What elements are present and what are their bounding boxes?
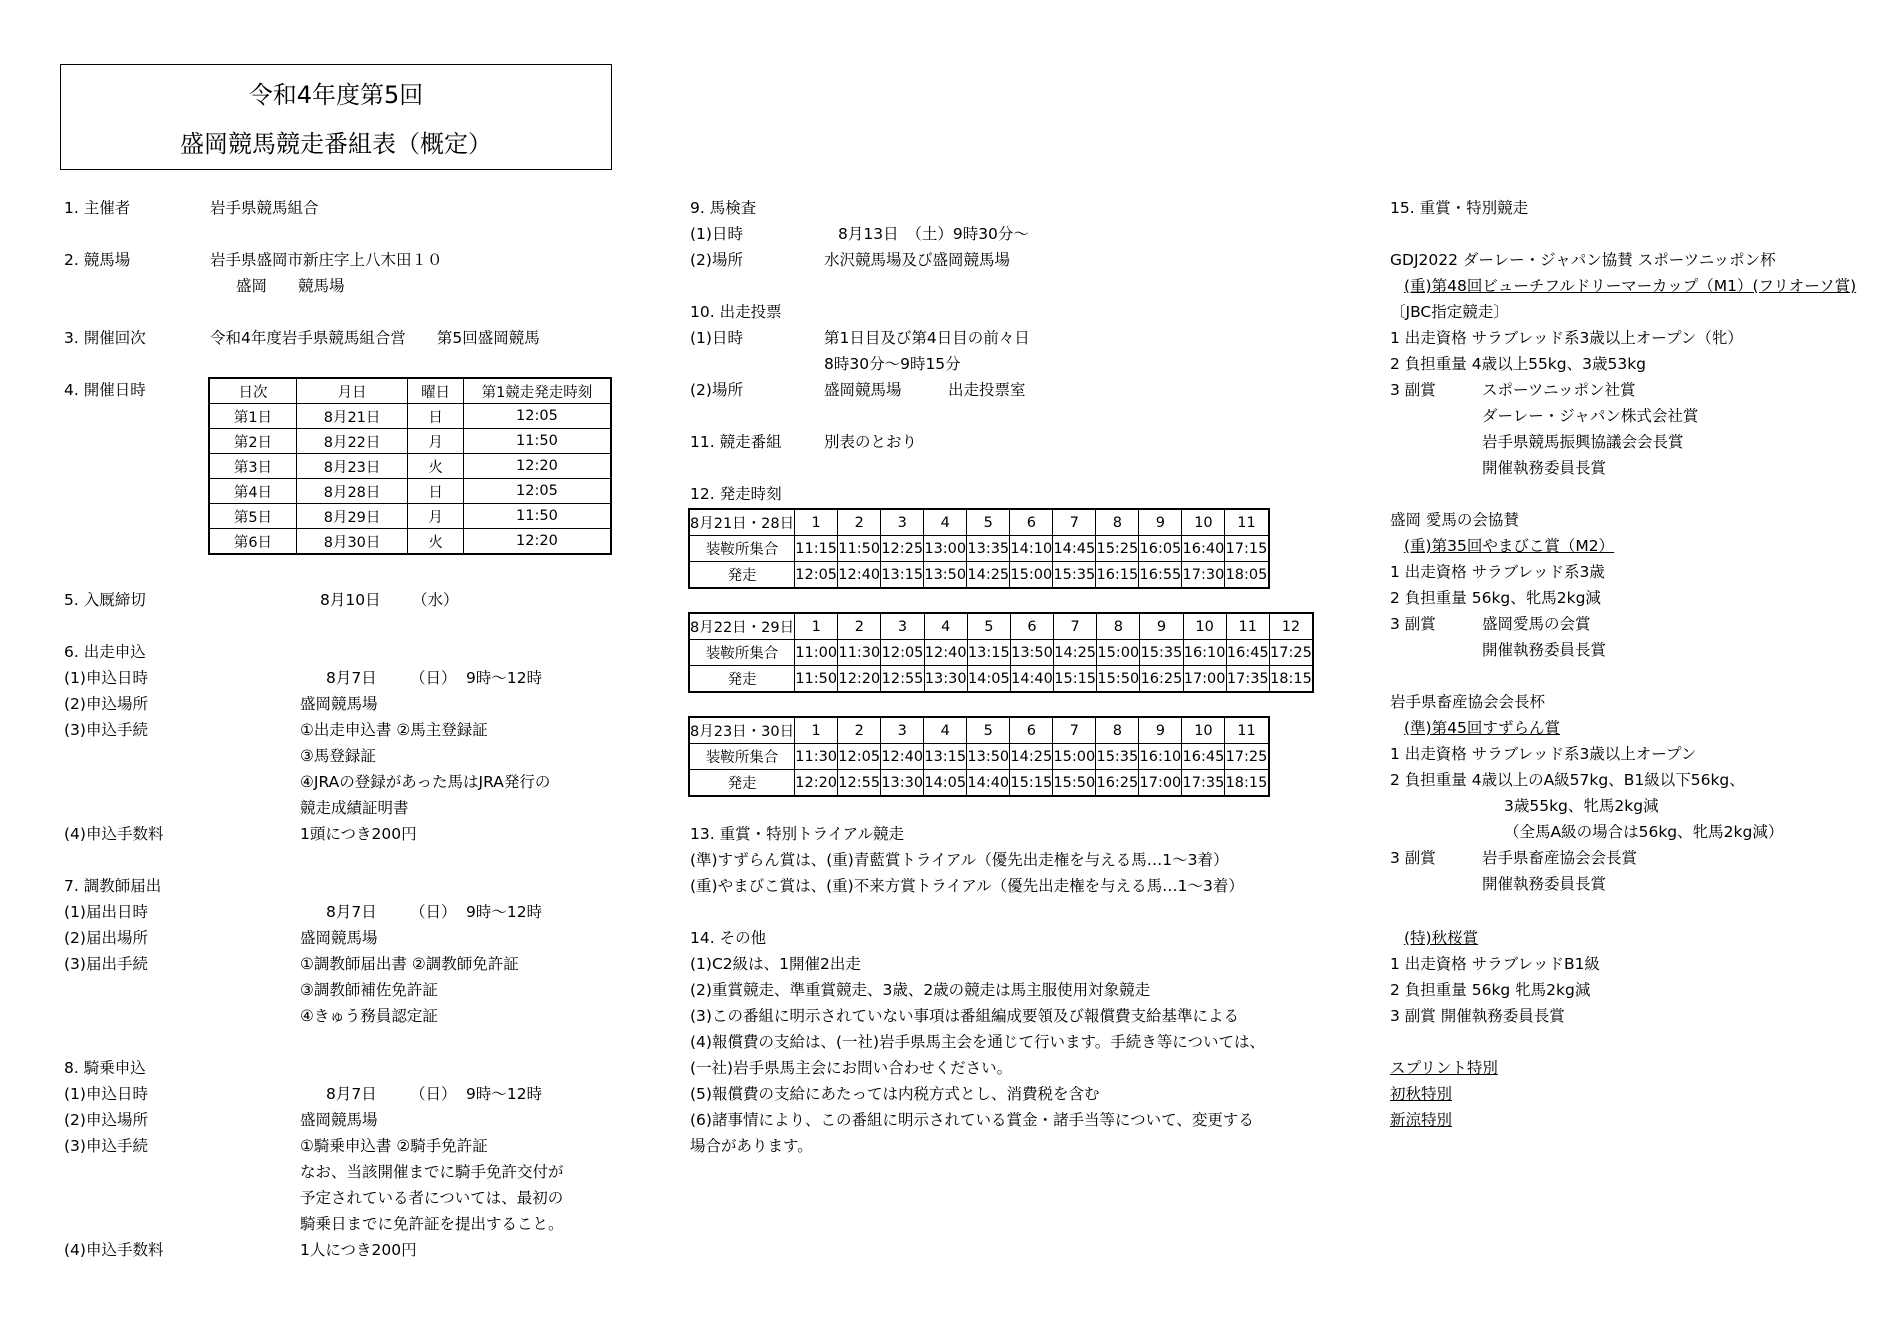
meet-table-cell: 第4日 (209, 479, 296, 504)
time-cell: 8 (1096, 509, 1139, 536)
s9-l2-value: 水沢競馬場及び盛岡競馬場 (824, 251, 1011, 269)
race1-sponsor: GDJ2022 ダーレー・ジャパン協賛 スポーツニッポン杯 (1390, 251, 1776, 269)
race3-weight-2: 3歳55kg、牝馬2kg減 (1504, 797, 1659, 815)
time-cell: 16:10 (1183, 640, 1226, 666)
s7-l1: (1)届出日時 (64, 903, 148, 921)
race3-name: (準)第45回すずらん賞 (1404, 719, 1560, 737)
time-cell: 12:40 (924, 640, 967, 666)
post-time-row (689, 613, 1313, 640)
s9-heading: 9. 馬検査 (690, 199, 757, 217)
special-race: 新涼特別 (1390, 1111, 1453, 1129)
time-cell: 15:00 (1010, 562, 1053, 589)
s13-l1: (準)すずらん賞は、(重)青藍賞トライアル（優先出走権を与える馬…1～3着） (690, 851, 1229, 869)
time-cell: 4 (924, 613, 967, 640)
s6-l1-day: （日） (410, 669, 457, 687)
s1-heading: 1. 主催者 (64, 199, 131, 217)
s10-l2: (2)場所 (690, 381, 743, 399)
race1-name: (重)第48回ビューチフルドリーマーカップ（M1）(フリオーソ賞) (1404, 277, 1857, 295)
race1-prize: スポーツニッポン社賞 (1482, 381, 1636, 399)
header-cell: 月日 (296, 378, 407, 404)
s14-heading: 14. その他 (690, 929, 767, 947)
s6-l4-value: 1頭につき200円 (300, 825, 417, 843)
special-race: 初秋特別 (1390, 1085, 1453, 1103)
time-cell: 12 (1269, 613, 1313, 640)
race4-weight: 2 負担重量 56kg 牝馬2kg減 (1390, 981, 1591, 999)
s5-date: 8月10日 (320, 591, 381, 609)
s8-l1-day: （日） (410, 1085, 457, 1103)
s8-l3-b: なお、当該開催までに騎手免許交付が (300, 1163, 564, 1181)
time-cell: 13:15 (967, 640, 1010, 666)
meet-table-cell: 8月23日 (296, 454, 407, 479)
s6-l3-c: ④JRAの登録があった馬はJRA発行の (300, 773, 551, 791)
post-time-row (689, 562, 1269, 589)
s7-l3-c: ④きゅう務員認定証 (300, 1007, 438, 1025)
time-cell: 13:30 (881, 770, 924, 797)
s14-line: (3)この番組に明示されていない事項は番組編成要領及び報償費支給基準による (690, 1007, 1239, 1025)
s6-l3-b: ③馬登録証 (300, 747, 376, 765)
time-cell: 3 (881, 717, 924, 744)
s7-l2-value: 盛岡競馬場 (300, 929, 378, 947)
time-cell: 8 (1096, 717, 1139, 744)
row-label: 装鞍所集合 (689, 640, 795, 666)
race2-weight: 2 負担重量 56kg、牝馬2kg減 (1390, 589, 1601, 607)
time-cell: 16:15 (1096, 562, 1139, 589)
meet-table-cell: 12:20 (463, 454, 611, 479)
time-cell: 6 (1010, 717, 1053, 744)
time-cell: 15:15 (1010, 770, 1053, 797)
s2-heading: 2. 競馬場 (64, 251, 131, 269)
race2-name: (重)第35回やまびこ賞（M2） (1404, 537, 1615, 555)
race1-qualification: 1 出走資格 サラブレッド系3歳以上オープン（牝） (1390, 329, 1743, 347)
s14-line: (4)報償費の支給は、(一社)岩手県馬主会を通じて行います。手続き等については、 (690, 1033, 1266, 1051)
time-cell: 16:45 (1226, 640, 1269, 666)
time-cell: 10 (1183, 613, 1226, 640)
time-cell: 17:25 (1225, 744, 1269, 770)
time-cell: 12:05 (881, 640, 924, 666)
time-cell: 9 (1139, 717, 1182, 744)
time-cell: 11 (1225, 509, 1269, 536)
meet-table-header (209, 378, 611, 404)
time-cell: 12:40 (881, 744, 924, 770)
time-cell: 14:40 (967, 770, 1010, 797)
time-cell: 18:15 (1225, 770, 1269, 797)
s6-l2-value: 盛岡競馬場 (300, 695, 378, 713)
header-cell: 第1競走発走時刻 (463, 378, 611, 404)
s14-line: (5)報償費の支給にあたっては内税方式とし、消費税を含む (690, 1085, 1100, 1103)
s7-l1-time: 9時～12時 (466, 903, 543, 921)
race1-prize-label: 3 副賞 (1390, 381, 1436, 399)
s8-l1-date: 8月7日 (326, 1085, 377, 1103)
time-cell: 15:35 (1140, 640, 1183, 666)
time-cell: 14:40 (1010, 666, 1053, 693)
s6-l4: (4)申込手数料 (64, 825, 164, 843)
race3-weight: 2 負担重量 4歳以上のA級57kg、B1級以下56kg、 (1390, 771, 1745, 789)
time-cell: 11 (1225, 717, 1269, 744)
meet-table-cell: 日 (408, 404, 464, 429)
s15-heading: 15. 重賞・特別競走 (1390, 199, 1529, 217)
row-label: 発走 (689, 666, 795, 693)
time-cell: 2 (838, 717, 881, 744)
time-cell: 7 (1053, 509, 1096, 536)
time-cell: 15:15 (1054, 666, 1097, 693)
s8-l3-d: 騎乗日までに免許証を提出すること。 (300, 1215, 564, 1233)
meet-table-row (209, 504, 611, 529)
race1-prize: 開催執務委員長賞 (1482, 459, 1607, 477)
meet-table-cell: 12:20 (463, 529, 611, 555)
time-cell: 10 (1182, 717, 1225, 744)
time-cell: 17:25 (1269, 640, 1313, 666)
row-label: 装鞍所集合 (689, 536, 795, 562)
time-cell: 12:05 (795, 562, 838, 589)
meet-table-cell: 第6日 (209, 529, 296, 555)
header-cell: 曜日 (408, 378, 464, 404)
meet-table-row (209, 404, 611, 429)
time-cell: 13:50 (1010, 640, 1053, 666)
time-cell: 11:50 (795, 666, 838, 693)
s7-l3-a: ①調教師届出書 ②調教師免許証 (300, 955, 519, 973)
time-cell: 15:00 (1097, 640, 1140, 666)
s6-l1-time: 9時～12時 (466, 669, 543, 687)
s8-heading: 8. 騎乗申込 (64, 1059, 146, 1077)
time-cell: 1 (795, 509, 838, 536)
s12-heading: 12. 発走時刻 (690, 485, 782, 503)
s8-l2: (2)申込場所 (64, 1111, 148, 1129)
time-cell: 16:10 (1139, 744, 1182, 770)
time-cell: 2 (838, 509, 881, 536)
row-label: 装鞍所集合 (689, 744, 795, 770)
meet-table-cell: 8月21日 (296, 404, 407, 429)
post-time-table (688, 612, 1314, 693)
meet-table-cell: 第3日 (209, 454, 296, 479)
meet-table-cell: 火 (408, 454, 464, 479)
meet-table-cell: 第5日 (209, 504, 296, 529)
s8-l4-value: 1人につき200円 (300, 1241, 417, 1259)
time-cell: 13:15 (924, 744, 967, 770)
post-time-row (689, 744, 1269, 770)
time-cell: 17:00 (1139, 770, 1182, 797)
time-cell: 16:25 (1140, 666, 1183, 693)
meet-schedule-table (208, 377, 612, 555)
race2-prize: 盛岡愛馬の会賞 (1482, 615, 1591, 633)
time-cell: 17:00 (1183, 666, 1226, 693)
post-time-row (689, 536, 1269, 562)
time-cell: 13:50 (967, 744, 1010, 770)
time-cell: 9 (1140, 613, 1183, 640)
s14-line: 場合があります。 (690, 1137, 813, 1155)
s8-l1: (1)申込日時 (64, 1085, 148, 1103)
time-cell: 12:20 (795, 770, 838, 797)
s10-l1-value-2: 8時30分～9時15分 (824, 355, 961, 373)
row-label: 発走 (689, 562, 795, 589)
title-line-1: 令和4年度第5回 (248, 81, 424, 109)
race3-sponsor: 岩手県畜産協会会長杯 (1390, 693, 1546, 711)
s10-l1-value: 第1日目及び第4日目の前々日 (824, 329, 1030, 347)
time-cell: 14:25 (1010, 744, 1053, 770)
s10-heading: 10. 出走投票 (690, 303, 782, 321)
s8-l2-value: 盛岡競馬場 (300, 1111, 378, 1129)
race3-prize: 岩手県畜産協会会長賞 (1482, 849, 1638, 867)
race2-sponsor: 盛岡 愛馬の会協賛 (1390, 511, 1519, 529)
race2-prize-label: 3 副賞 (1390, 615, 1436, 633)
race3-prize-label: 3 副賞 (1390, 849, 1436, 867)
race4-qualification: 1 出走資格 サラブレッドB1級 (1390, 955, 1600, 973)
time-cell: 5 (967, 613, 1010, 640)
s6-l3: (3)申込手続 (64, 721, 148, 739)
title-box (60, 64, 612, 170)
s8-l1-time: 9時～12時 (466, 1085, 543, 1103)
time-cell: 12:25 (881, 536, 924, 562)
time-cell: 15:35 (1096, 744, 1139, 770)
time-cell: 15:25 (1096, 536, 1139, 562)
race3-prize: 開催執務委員長賞 (1482, 875, 1607, 893)
race2-prize: 開催執務委員長賞 (1482, 641, 1607, 659)
time-cell: 4 (924, 717, 967, 744)
s9-l1: (1)日時 (690, 225, 743, 243)
time-cell: 6 (1010, 613, 1053, 640)
race4-prize: 3 副賞 開催執務委員長賞 (1390, 1007, 1565, 1025)
time-cell: 12:55 (881, 666, 924, 693)
meet-table-row (209, 479, 611, 504)
time-cell: 18:05 (1225, 562, 1269, 589)
s6-l3-d: 競走成績証明書 (300, 799, 409, 817)
time-cell: 14:10 (1010, 536, 1053, 562)
s14-line: (6)諸事情により、この番組に明示されている賞金・諸手当等について、変更する (690, 1111, 1254, 1129)
s2-address: 岩手県盛岡市新庄字上八木田１０ (210, 251, 443, 269)
race3-qualification: 1 出走資格 サラブレッド系3歳以上オープン (1390, 745, 1697, 763)
meet-table-cell: 第1日 (209, 404, 296, 429)
post-time-row (689, 640, 1313, 666)
meet-table-cell: 月 (408, 429, 464, 454)
s8-l3: (3)申込手続 (64, 1137, 148, 1155)
time-cell: 15:50 (1053, 770, 1096, 797)
meet-table-cell: 11:50 (463, 504, 611, 529)
post-time-row (689, 509, 1269, 536)
time-cell: 13:00 (924, 536, 967, 562)
race2-qualification: 1 出走資格 サラブレッド系3歳 (1390, 563, 1605, 581)
time-cell: 11:00 (795, 640, 838, 666)
race4-name: (特)秋桜賞 (1404, 929, 1479, 947)
time-cell: 17:35 (1182, 770, 1225, 797)
time-cell: 13:30 (924, 666, 967, 693)
s14-line: (2)重賞競走、準重賞競走、3歳、2歳の競走は馬主服使用対象競走 (690, 981, 1151, 999)
s6-l3-a: ①出走申込書 ②馬主登録証 (300, 721, 488, 739)
s14-line: (一社)岩手県馬主会にお問い合わせください。 (690, 1059, 1013, 1077)
time-cell: 11:15 (795, 536, 838, 562)
meet-table-cell: 12:05 (463, 479, 611, 504)
row-label: 8月23日・30日 (689, 717, 795, 744)
time-cell: 3 (881, 613, 924, 640)
s5-day: （水） (412, 591, 459, 609)
time-cell: 12:05 (838, 744, 881, 770)
time-cell: 16:25 (1096, 770, 1139, 797)
time-cell: 12:20 (838, 666, 881, 693)
time-cell: 2 (838, 613, 881, 640)
time-cell: 11:50 (838, 536, 881, 562)
s11-heading: 11. 競走番組 (690, 433, 782, 451)
meet-table-row (209, 529, 611, 555)
header-cell: 日次 (209, 378, 296, 404)
post-time-row (689, 717, 1269, 744)
time-cell: 5 (967, 717, 1010, 744)
time-cell: 11 (1226, 613, 1269, 640)
post-time-table (688, 508, 1270, 589)
time-cell: 5 (967, 509, 1010, 536)
time-cell: 6 (1010, 509, 1053, 536)
meet-table-cell: 日 (408, 479, 464, 504)
meet-table-row (209, 454, 611, 479)
s13-l2: (重)やまびこ賞は、(重)不来方賞トライアル（優先出走権を与える馬…1～3着） (690, 877, 1244, 895)
s1-value: 岩手県競馬組合 (210, 199, 319, 217)
s5-heading: 5. 入厩締切 (64, 591, 146, 609)
time-cell: 12:40 (838, 562, 881, 589)
meet-table-cell: 火 (408, 529, 464, 555)
title-line-2: 盛岡競馬競走番組表（概定） (180, 130, 492, 158)
meet-table-cell: 第2日 (209, 429, 296, 454)
s8-l3-a: ①騎乗申込書 ②騎手免許証 (300, 1137, 488, 1155)
time-cell: 15:50 (1097, 666, 1140, 693)
race1-weight: 2 負担重量 4歳以上55kg、3歳53kg (1390, 355, 1647, 373)
time-cell: 9 (1139, 509, 1182, 536)
time-cell: 17:15 (1225, 536, 1269, 562)
meet-table-cell: 12:05 (463, 404, 611, 429)
s7-l1-day: （日） (410, 903, 457, 921)
time-cell: 15:00 (1053, 744, 1096, 770)
s8-l4: (4)申込手数料 (64, 1241, 164, 1259)
time-cell: 11:30 (838, 640, 881, 666)
race1-prize: 岩手県競馬振興協議会会長賞 (1482, 433, 1684, 451)
time-cell: 12:55 (838, 770, 881, 797)
time-cell: 14:05 (924, 770, 967, 797)
time-cell: 7 (1053, 717, 1096, 744)
time-cell: 11:30 (795, 744, 838, 770)
meet-table-cell: 11:50 (463, 429, 611, 454)
time-cell: 13:50 (924, 562, 967, 589)
s3-heading: 3. 開催回次 (64, 329, 146, 347)
time-cell: 8 (1097, 613, 1140, 640)
s7-l3-b: ③調教師補佐免許証 (300, 981, 438, 999)
s8-l3-c: 予定されている者については、最初の (300, 1189, 564, 1207)
s14-line: (1)C2級は、1開催2出走 (690, 955, 861, 973)
post-time-table (688, 716, 1270, 797)
time-cell: 16:05 (1139, 536, 1182, 562)
s4-heading: 4. 開催日時 (64, 381, 146, 399)
s6-l1: (1)申込日時 (64, 669, 148, 687)
s9-l1-value: 8月13日 （土）9時30分～ (838, 225, 1029, 243)
time-cell: 16:55 (1139, 562, 1182, 589)
meet-table-row (209, 429, 611, 454)
time-cell: 14:05 (967, 666, 1010, 693)
s10-l2-value: 盛岡競馬場 出走投票室 (824, 381, 1026, 399)
time-cell: 16:45 (1182, 744, 1225, 770)
meet-table-cell: 8月22日 (296, 429, 407, 454)
time-cell: 15:35 (1053, 562, 1096, 589)
s3-value: 令和4年度岩手県競馬組合営 第5回盛岡競馬 (210, 329, 540, 347)
time-cell: 13:35 (967, 536, 1010, 562)
time-cell: 18:15 (1269, 666, 1313, 693)
meet-table-cell: 8月29日 (296, 504, 407, 529)
time-cell: 14:25 (967, 562, 1010, 589)
s7-heading: 7. 調教師届出 (64, 877, 162, 895)
post-time-row (689, 770, 1269, 797)
time-cell: 17:35 (1226, 666, 1269, 693)
meet-table-cell: 8月30日 (296, 529, 407, 555)
meet-table-cell: 月 (408, 504, 464, 529)
time-cell: 16:40 (1182, 536, 1225, 562)
s7-l2: (2)届出場所 (64, 929, 148, 947)
s11-value: 別表のとおり (824, 433, 918, 451)
special-race: スプリント特別 (1390, 1059, 1498, 1077)
time-cell: 4 (924, 509, 967, 536)
time-cell: 3 (881, 509, 924, 536)
meet-table-cell: 8月28日 (296, 479, 407, 504)
s7-l1-date: 8月7日 (326, 903, 377, 921)
row-label: 8月21日・28日 (689, 509, 795, 536)
post-time-row (689, 666, 1313, 693)
s2-venue: 盛岡 競馬場 (236, 277, 345, 295)
race1-jbc: 〔JBC指定競走〕 (1390, 303, 1509, 321)
s6-l2: (2)申込場所 (64, 695, 148, 713)
s13-heading: 13. 重賞・特別トライアル競走 (690, 825, 905, 843)
race3-weight-3: （全馬A級の場合は56kg、牝馬2kg減） (1504, 823, 1784, 841)
race1-prize: ダーレー・ジャパン株式会社賞 (1482, 407, 1699, 425)
s6-l1-date: 8月7日 (326, 669, 377, 687)
time-cell: 1 (795, 613, 838, 640)
time-cell: 7 (1054, 613, 1097, 640)
s9-l2: (2)場所 (690, 251, 743, 269)
s6-heading: 6. 出走申込 (64, 643, 146, 661)
time-cell: 14:45 (1053, 536, 1096, 562)
time-cell: 1 (795, 717, 838, 744)
time-cell: 17:30 (1182, 562, 1225, 589)
row-label: 発走 (689, 770, 795, 797)
row-label: 8月22日・29日 (689, 613, 795, 640)
time-cell: 10 (1182, 509, 1225, 536)
s10-l1: (1)日時 (690, 329, 743, 347)
time-cell: 13:15 (881, 562, 924, 589)
s7-l3: (3)届出手続 (64, 955, 148, 973)
time-cell: 14:25 (1054, 640, 1097, 666)
